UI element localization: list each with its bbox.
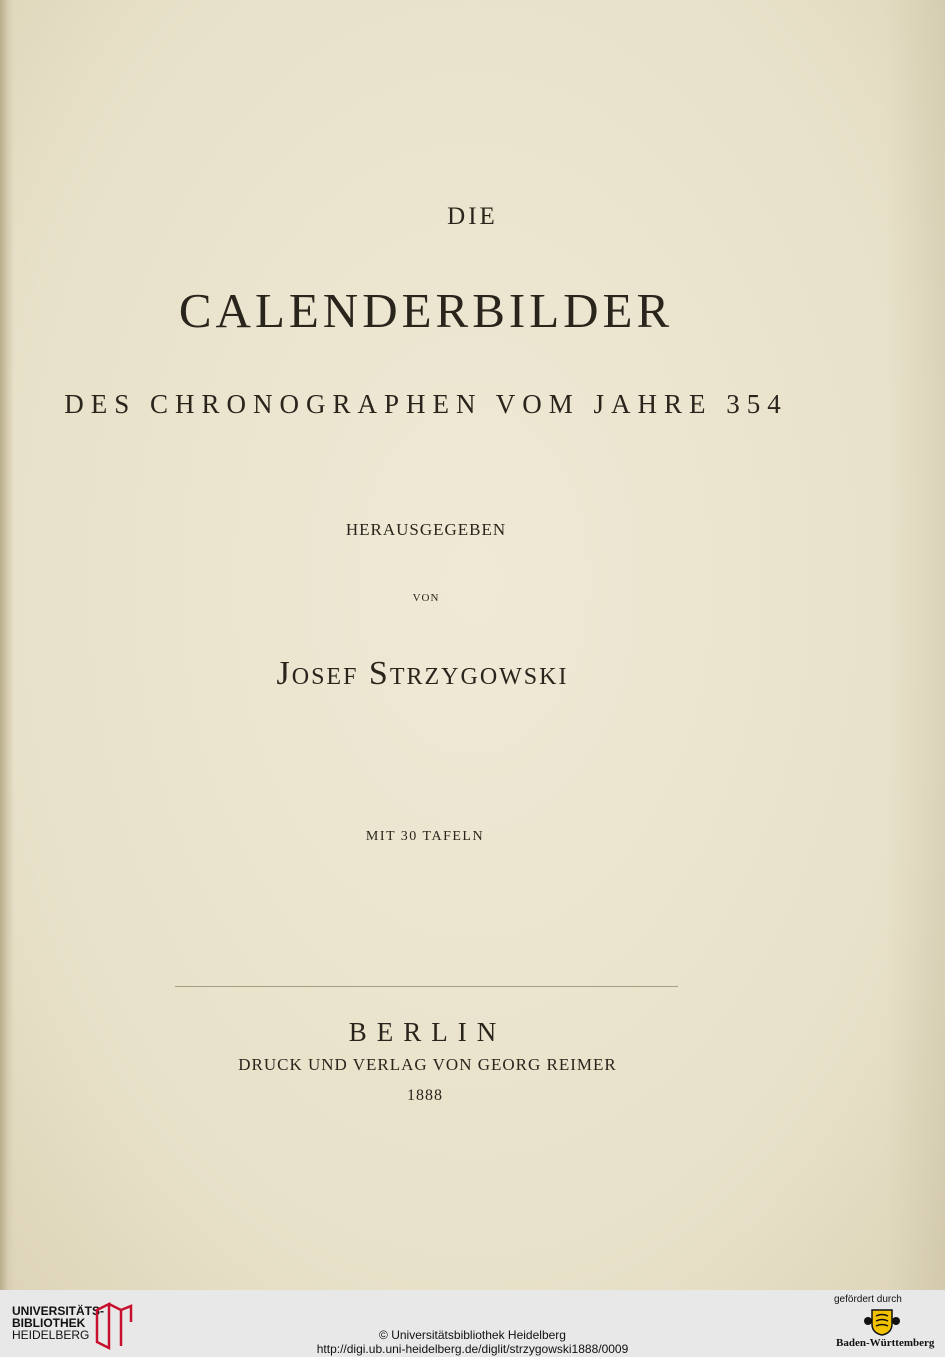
- publication-year: 1888: [407, 1087, 443, 1104]
- author-name: Josef Strzygowski: [276, 655, 569, 692]
- by-label: VON: [412, 592, 440, 604]
- footer-credits: [0, 1328, 945, 1356]
- copyright-text: © Universitätsbibliothek Heidelberg: [379, 1328, 566, 1342]
- divider-rule: [175, 986, 678, 987]
- library-logo-line1: UNIVERSITÄTS-: [12, 1304, 105, 1318]
- publication-city: BERLIN: [348, 1017, 507, 1047]
- main-title: CALENDERBILDER: [178, 283, 674, 338]
- sponsor-label: gefördert durch: [834, 1294, 902, 1305]
- edited-label: HERAUSGEGEBEN: [345, 520, 507, 539]
- plates-note: MIT 30 TAFELN: [365, 829, 485, 844]
- permalink-url[interactable]: http://digi.ub.uni-heidelberg.de/diglit/strzygowski1888/0009: [316, 1342, 629, 1356]
- library-logo-line3: HEIDELBERG: [12, 1328, 90, 1342]
- sponsor-name: Baden-Württemberg: [836, 1337, 935, 1349]
- title-die: DIE: [447, 203, 498, 230]
- publisher-line: DRUCK UND VERLAG VON GEORG REIMER: [238, 1055, 617, 1074]
- subtitle: DES CHRONOGRAPHEN VOM JAHRE 354: [64, 389, 788, 419]
- page-shadow-edge: [885, 0, 945, 1290]
- library-logo-line2: BIBLIOTHEK: [12, 1316, 86, 1330]
